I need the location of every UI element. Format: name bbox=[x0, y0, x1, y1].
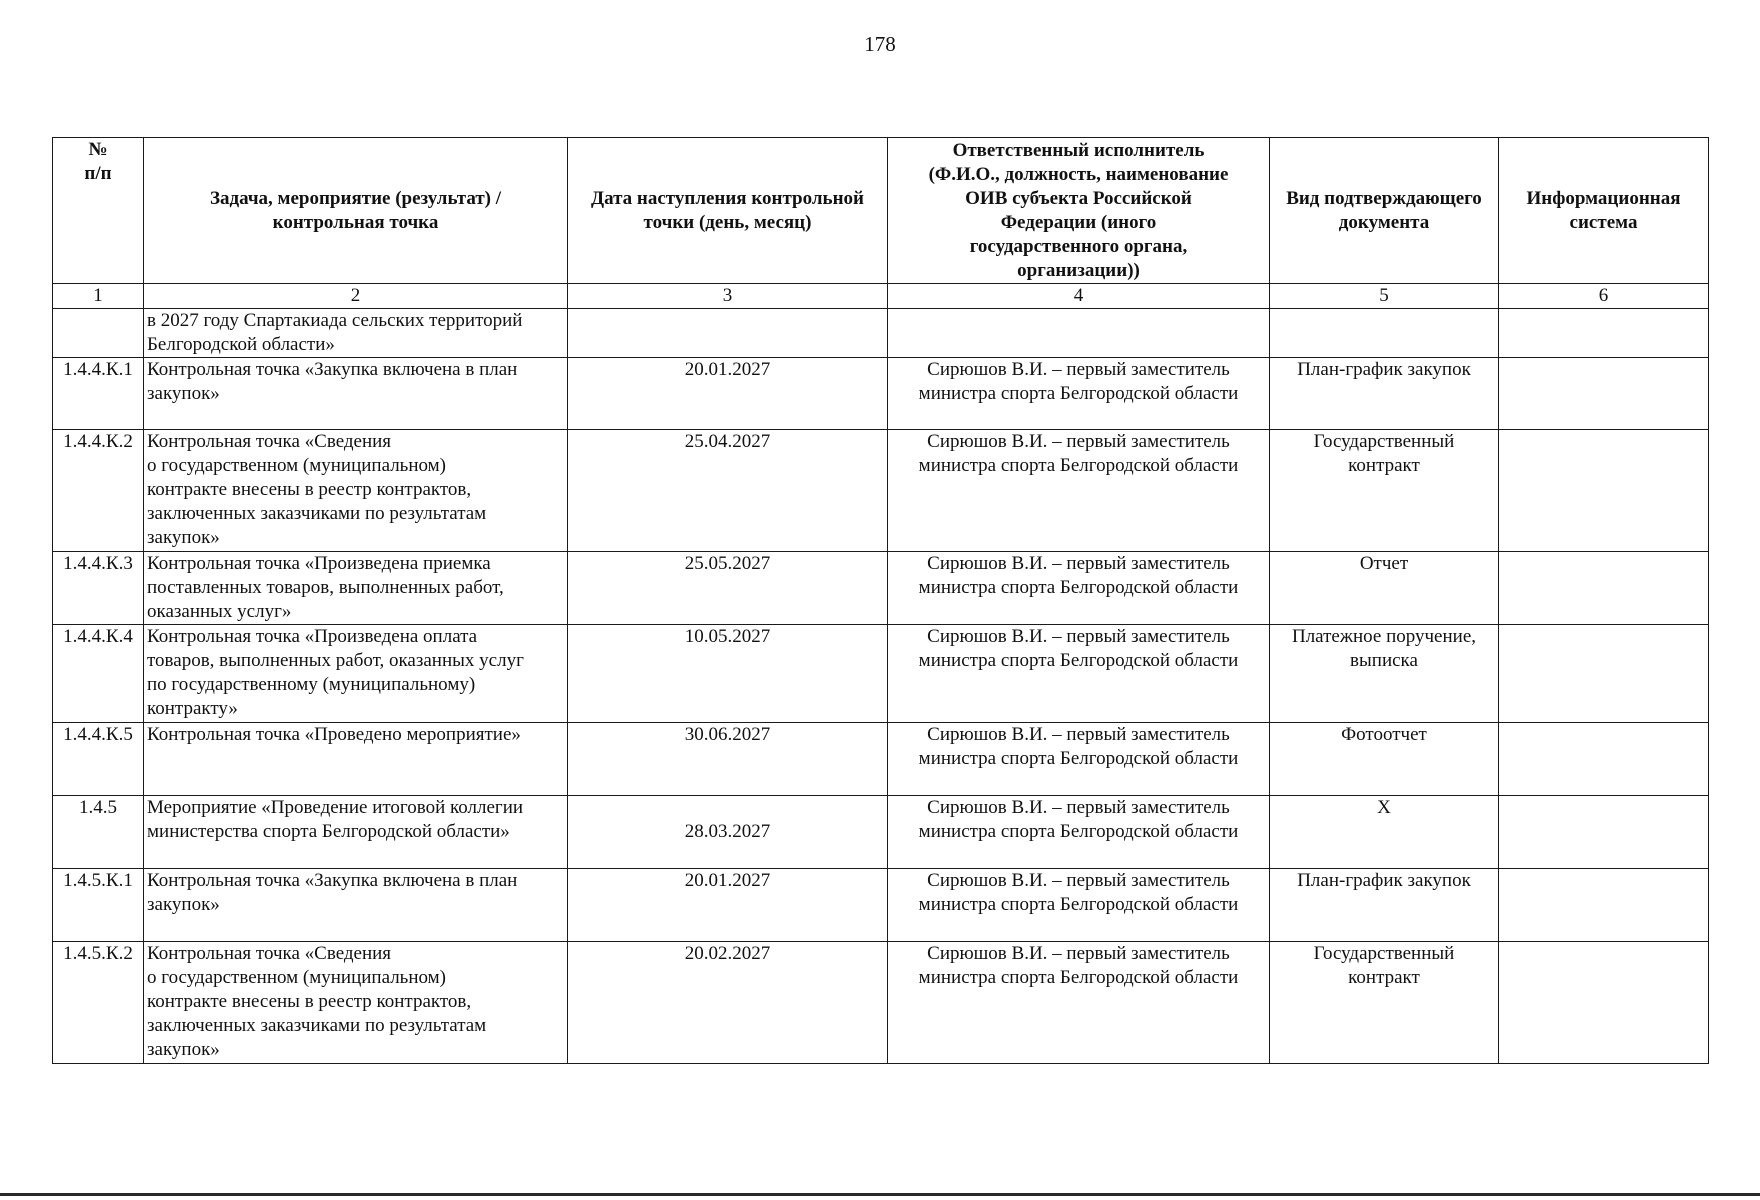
column-number: 2 bbox=[144, 284, 568, 309]
row-date: 25.05.2027 bbox=[568, 552, 888, 625]
column-number: 5 bbox=[1270, 284, 1499, 309]
row-responsible: Сирюшов В.И. – первый заместитель министра спорта Белгородской области bbox=[888, 796, 1270, 869]
header-num: № п/п bbox=[53, 138, 144, 284]
row-number: 1.4.5 bbox=[53, 796, 144, 869]
row-date: 28.03.2027 bbox=[568, 796, 888, 869]
row-system bbox=[1499, 942, 1709, 1064]
table-row bbox=[53, 796, 1709, 869]
row-date: 25.04.2027 bbox=[568, 430, 888, 552]
row-date bbox=[568, 309, 888, 358]
table-row bbox=[53, 552, 1709, 625]
row-responsible: Сирюшов В.И. – первый заместитель министра спорта Белгородской области bbox=[888, 430, 1270, 552]
row-responsible: Сирюшов В.И. – первый заместитель министра спорта Белгородской области bbox=[888, 552, 1270, 625]
row-document: План-график закупок bbox=[1270, 869, 1499, 942]
row-date: 10.05.2027 bbox=[568, 625, 888, 723]
row-task: Контрольная точка «Произведена приемка поставленных товаров, выполненных работ, оказанных услуг» bbox=[144, 552, 568, 625]
row-system bbox=[1499, 796, 1709, 869]
row-number bbox=[53, 309, 144, 358]
row-system bbox=[1499, 358, 1709, 430]
header-responsible: Ответственный исполнитель (Ф.И.О., должность, наименование ОИВ субъекта Российской Федерации (иного государственного органа, организации)) bbox=[888, 138, 1270, 284]
row-task: в 2027 году Спартакиада сельских территорий Белгородской области» bbox=[144, 309, 568, 358]
table-row bbox=[53, 309, 1709, 358]
column-number-row bbox=[53, 284, 1709, 309]
row-number: 1.4.5.К.1 bbox=[53, 869, 144, 942]
row-task: Контрольная точка «Закупка включена в план закупок» bbox=[144, 358, 568, 430]
column-number: 6 bbox=[1499, 284, 1709, 309]
row-document: Платежное поручение, выписка bbox=[1270, 625, 1499, 723]
row-date: 20.02.2027 bbox=[568, 942, 888, 1064]
row-responsible bbox=[888, 309, 1270, 358]
header-date: Дата наступления контрольной точки (день, месяц) bbox=[568, 138, 888, 284]
row-responsible: Сирюшов В.И. – первый заместитель министра спорта Белгородской области bbox=[888, 869, 1270, 942]
row-system bbox=[1499, 869, 1709, 942]
header-document: Вид подтверждающего документа bbox=[1270, 138, 1499, 284]
column-number: 4 bbox=[888, 284, 1270, 309]
row-document: Фотоотчет bbox=[1270, 723, 1499, 796]
row-task: Контрольная точка «Сведения о государственном (муниципальном) контракте внесены в реестр контрактов, заключенных заказчиками по результатам закупок» bbox=[144, 430, 568, 552]
row-number: 1.4.4.К.1 bbox=[53, 358, 144, 430]
row-number: 1.4.4.К.3 bbox=[53, 552, 144, 625]
row-document: Х bbox=[1270, 796, 1499, 869]
row-system bbox=[1499, 625, 1709, 723]
column-number: 3 bbox=[568, 284, 888, 309]
table-row bbox=[53, 358, 1709, 430]
row-number: 1.4.4.К.4 bbox=[53, 625, 144, 723]
row-task: Контрольная точка «Закупка включена в план закупок» bbox=[144, 869, 568, 942]
row-date: 20.01.2027 bbox=[568, 358, 888, 430]
table-row bbox=[53, 625, 1709, 723]
table-row bbox=[53, 869, 1709, 942]
header-system: Информационная система bbox=[1499, 138, 1709, 284]
table-row bbox=[53, 942, 1709, 1064]
row-document bbox=[1270, 309, 1499, 358]
row-number: 1.4.4.К.2 bbox=[53, 430, 144, 552]
row-number: 1.4.4.К.5 bbox=[53, 723, 144, 796]
row-task: Контрольная точка «Сведения о государственном (муниципальном) контракте внесены в реестр контрактов, заключенных заказчиками по результатам закупок» bbox=[144, 942, 568, 1064]
row-document: Государственный контракт bbox=[1270, 430, 1499, 552]
row-document: Отчет bbox=[1270, 552, 1499, 625]
row-task: Контрольная точка «Проведено мероприятие» bbox=[144, 723, 568, 796]
table-row bbox=[53, 723, 1709, 796]
row-document: Государственный контракт bbox=[1270, 942, 1499, 1064]
row-responsible: Сирюшов В.И. – первый заместитель министра спорта Белгородской области bbox=[888, 625, 1270, 723]
table-row bbox=[53, 430, 1709, 552]
row-task: Контрольная точка «Произведена оплата товаров, выполненных работ, оказанных услуг по государственному (муниципальному) контракту» bbox=[144, 625, 568, 723]
row-system bbox=[1499, 723, 1709, 796]
row-document: План-график закупок bbox=[1270, 358, 1499, 430]
row-system bbox=[1499, 552, 1709, 625]
header-task: Задача, мероприятие (результат) / контрольная точка bbox=[144, 138, 568, 284]
page-bottom-rule bbox=[0, 1193, 1760, 1196]
row-task: Мероприятие «Проведение итоговой коллегии министерства спорта Белгородской области» bbox=[144, 796, 568, 869]
column-number: 1 bbox=[53, 284, 144, 309]
row-date: 20.01.2027 bbox=[568, 869, 888, 942]
row-responsible: Сирюшов В.И. – первый заместитель министра спорта Белгородской области bbox=[888, 723, 1270, 796]
page-number: 178 bbox=[864, 32, 896, 56]
row-responsible: Сирюшов В.И. – первый заместитель министра спорта Белгородской области bbox=[888, 942, 1270, 1064]
control-points-table bbox=[52, 137, 1709, 1064]
row-date: 30.06.2027 bbox=[568, 723, 888, 796]
row-system bbox=[1499, 430, 1709, 552]
row-number: 1.4.5.К.2 bbox=[53, 942, 144, 1064]
row-responsible: Сирюшов В.И. – первый заместитель министра спорта Белгородской области bbox=[888, 358, 1270, 430]
table-header-row bbox=[53, 138, 1709, 284]
row-system bbox=[1499, 309, 1709, 358]
